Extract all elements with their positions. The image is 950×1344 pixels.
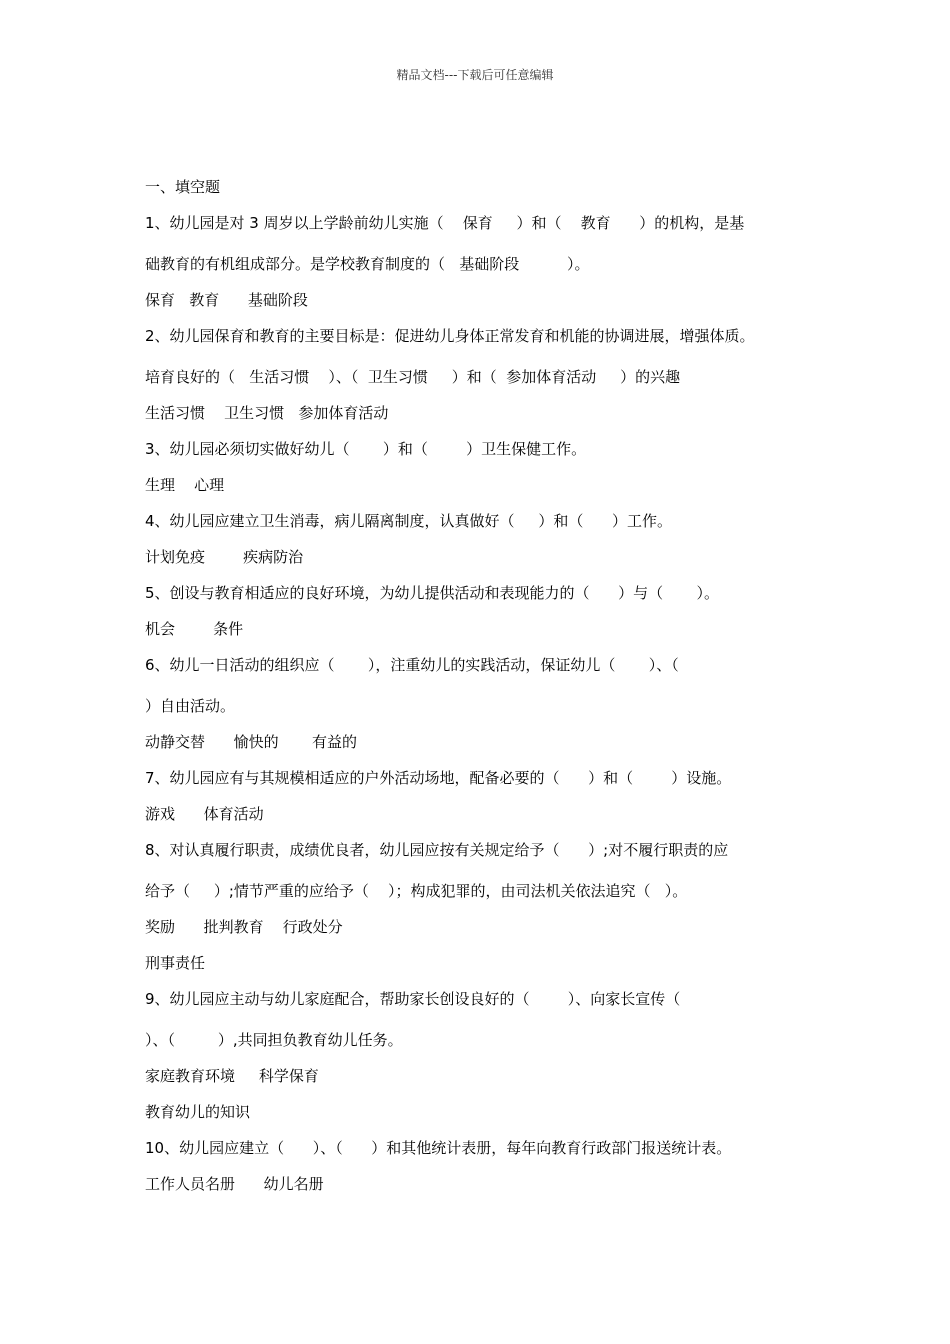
answer-7: 游戏 体育活动: [145, 805, 264, 823]
question-2-line-2: 培育良好的（ 生活习惯 ）、（ 卫生习惯 ）和（ 参加体育活动 ）的兴趣: [145, 368, 681, 386]
question-3: 3、幼儿园必须切实做好幼儿（ ）和（ ）卫生保健工作。: [145, 440, 587, 458]
answer-8-line-1: 奖励 批判教育 行政处分: [145, 918, 343, 936]
answer-6: 动静交替 愉快的 有益的: [145, 733, 357, 751]
question-1-line-2: 础教育的有机组成部分。是学校教育制度的（ 基础阶段 ）。: [145, 255, 590, 273]
question-2-line-1: 2、幼儿园保育和教育的主要目标是：促进幼儿身体正常发育和机能的协调进展，增强体质。: [145, 327, 755, 345]
answer-3: 生理 心理: [145, 476, 225, 494]
answer-9-line-2: 教育幼儿的知识: [145, 1103, 251, 1121]
answer-2: 生活习惯 卫生习惯 参加体育活动: [145, 404, 389, 422]
answer-4: 计划免疫 疾病防治: [145, 548, 304, 566]
answer-9-line-1: 家庭教育环境 科学保育: [145, 1067, 319, 1085]
answer-5: 机会 条件: [145, 620, 244, 638]
answer-10: 工作人员名册 幼儿名册: [145, 1175, 324, 1193]
question-6-line-1: 6、幼儿一日活动的组织应（ ），注重幼儿的实践活动，保证幼儿（ ）、（: [145, 656, 679, 674]
page-header: 精品文档---下载后可任意编辑: [396, 68, 554, 82]
question-8-line-1: 8、对认真履行职责，成绩优良者，幼儿园应按有关规定给予（ ）;对不履行职责的应: [145, 841, 729, 859]
answer-8-line-2: 刑事责任: [145, 954, 206, 972]
question-8-line-2: 给予（ ）;情节严重的应给予（ ）；构成犯罪的，由司法机关依法追究（ ）。: [145, 882, 688, 900]
question-6-line-2: ）自由活动。: [145, 697, 236, 715]
question-4: 4、幼儿园应建立卫生消毒，病儿隔离制度，认真做好（ ）和（ ）工作。: [145, 512, 672, 530]
question-1-line-1: 1、幼儿园是对 3 周岁以上学龄前幼儿实施（ 保育 ）和（ 教育 ）的机构，是基: [145, 214, 745, 232]
question-10: 10、幼儿园应建立（ ）、（ ）和其他统计表册，每年向教育行政部门报送统计表。: [145, 1139, 732, 1157]
question-9-line-1: 9、幼儿园应主动与幼儿家庭配合，帮助家长创设良好的（ ）、向家长宣传（: [145, 990, 681, 1008]
section-title: 一、填空题: [145, 178, 221, 196]
answer-1: 保育 教育 基础阶段: [145, 291, 308, 309]
question-7: 7、幼儿园应有与其规模相适应的户外活动场地，配备必要的（ ）和（ ）设施。: [145, 769, 732, 787]
question-5: 5、创设与教育相适应的良好环境，为幼儿提供活动和表现能力的（ ）与（ ）。: [145, 584, 720, 602]
question-9-line-2: ）、（ ）,共同担负教育幼儿任务。: [145, 1031, 403, 1049]
